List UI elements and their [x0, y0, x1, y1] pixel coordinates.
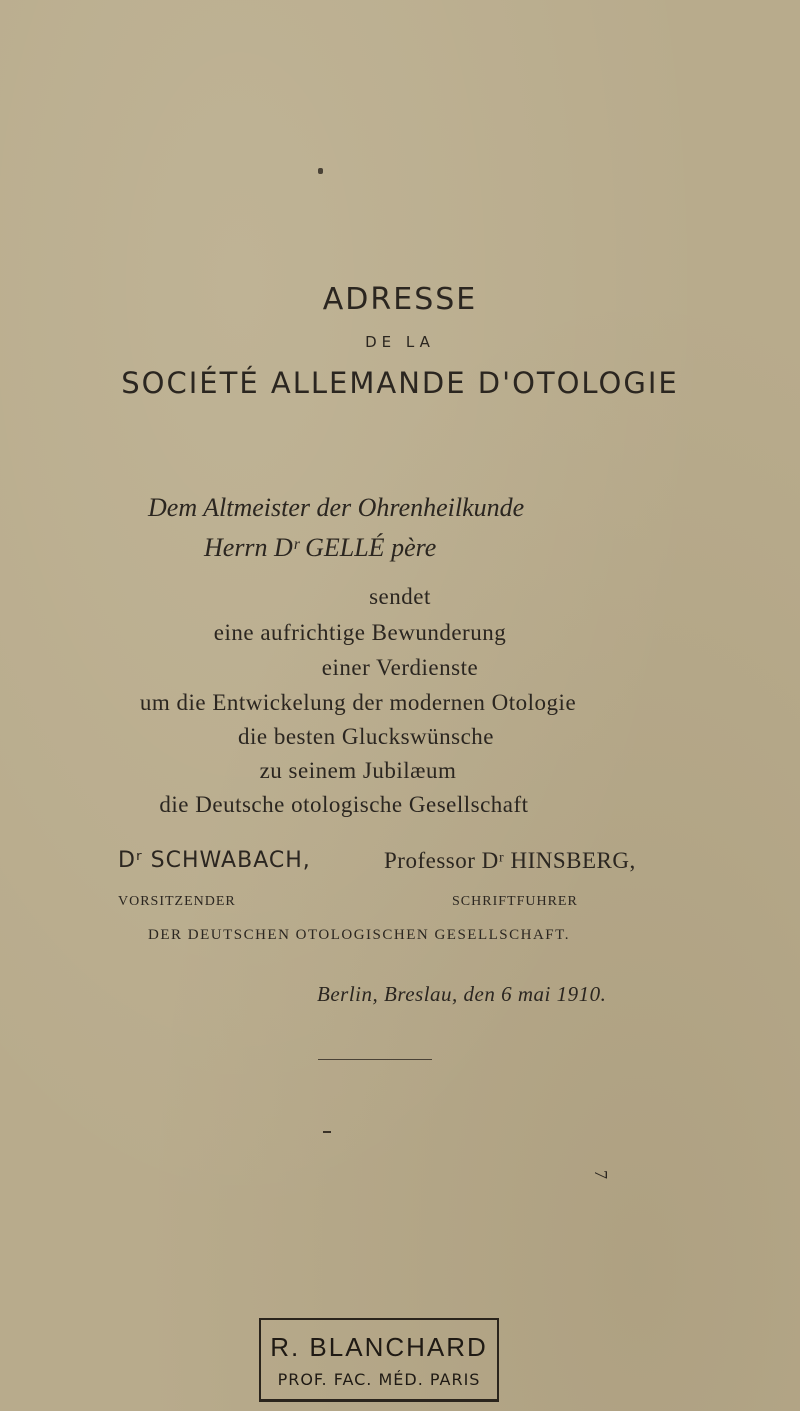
body-line-5: die besten Gluckswünsche [238, 724, 494, 749]
library-stamp [259, 1318, 499, 1402]
body-line-4: um die Entwickelung der modernen Otologie [139, 690, 577, 715]
page-number: 7 [591, 1170, 611, 1179]
ink-speck [318, 168, 323, 174]
signatory-right-name: Professor Dʳ HINSBERG, [384, 848, 636, 873]
signatory-right-role: SCHRIFTFUHRER [452, 894, 578, 909]
horizontal-rule [318, 1059, 432, 1060]
body-line-6: zu seinem Jubilæum [259, 758, 457, 783]
stamp-owner-title: PROF. FAC. MÉD. PARIS [277, 1370, 481, 1389]
stamp-owner-name: R. BLANCHARD [270, 1332, 488, 1362]
page-title: ADRESSE [322, 282, 478, 317]
society-title: SOCIÉTÉ ALLEMANDE D'OTOLOGIE [121, 366, 679, 400]
dedication-line-2: Herrn Dʳ GELLÉ père [204, 533, 437, 562]
signatory-left-name: Dʳ SCHWABACH, [118, 848, 311, 873]
dedication-line-1: Dem Altmeister der Ohrenheilkunde [148, 493, 525, 522]
body-line-7: die Deutsche otologische Gesellschaft [159, 792, 529, 817]
short-dash [323, 1131, 331, 1133]
signatory-left-role: VORSITZENDER [118, 894, 236, 909]
body-line-1: sendet [369, 584, 431, 609]
body-line-3: einer Verdienste [321, 655, 479, 680]
society-footer: DER DEUTSCHEN OTOLOGISCHEN GESELLSCHAFT. [148, 927, 570, 943]
body-line-2: eine aufrichtige Bewunderung [213, 620, 507, 645]
date-line: Berlin, Breslau, den 6 mai 1910. [317, 982, 607, 1006]
title-connector: DE LA [365, 333, 435, 351]
